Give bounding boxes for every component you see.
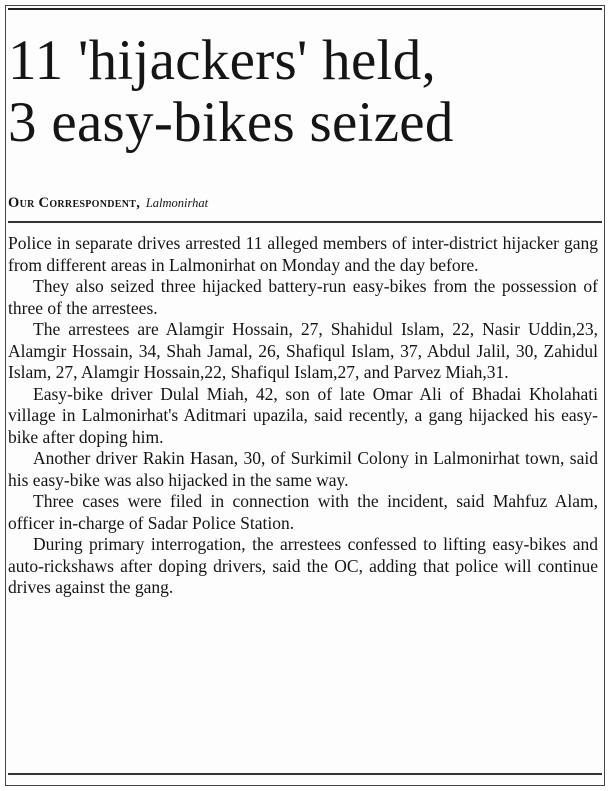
paragraph-1: Police in separate drives arrested 11 alleged members of inter-district hijacker gang from different areas in Lalmonirhat on Monday and the day before. — [8, 233, 598, 275]
headline-line-1: 11 'hijackers' held, — [8, 29, 437, 92]
paragraph-2: They also seized three hijacked battery-run easy-bikes from the possession of three of the arrestees. — [8, 276, 598, 318]
byline-rule — [8, 221, 602, 223]
byline-place: Lalmonirhat — [145, 196, 209, 210]
byline — [8, 193, 598, 213]
headline — [8, 30, 598, 154]
article-body — [8, 233, 598, 599]
paragraph-6: Three cases were filed in connection with the incident, said Mahfuz Alam, officer in-charge of Sadar Police Station. — [8, 491, 598, 533]
bottom-rule — [8, 773, 602, 775]
paragraph-5: Another driver Rakin Hasan, 30, of Surkimil Colony in Lalmonirhat town, said his easy-bike was also hijacked in the same way. — [8, 448, 598, 490]
paragraph-4: Easy-bike driver Dulal Miah, 42, son of late Omar Ali of Bhadai Kholahati village in Lalmonirhat's Aditmari upazila, said recently, a gang hijacked his easy-bike after doping him. — [8, 383, 598, 447]
top-rule — [8, 8, 602, 10]
paragraph-3: The arrestees are Alamgir Hossain, 27, Shahidul Islam, 22, Nasir Uddin,23, Alamgir Hossain, 34, Shah Jamal, 26, Shafiqul Islam, 37, Abdul Jalil, 30, Zahidul Islam, 27, Alamgir Hossain,22, Shafiqul Islam,27, and Parvez Miah,31. — [8, 319, 598, 382]
byline-name: Our Correspondent, — [8, 195, 141, 211]
headline-line-2: 3 easy-bikes seized — [8, 91, 454, 154]
paragraph-7: During primary interrogation, the arrestees confessed to lifting easy-bikes and auto-rickshaws after doping drivers, said the OC, adding that police will continue drives against the gang. — [8, 534, 598, 597]
